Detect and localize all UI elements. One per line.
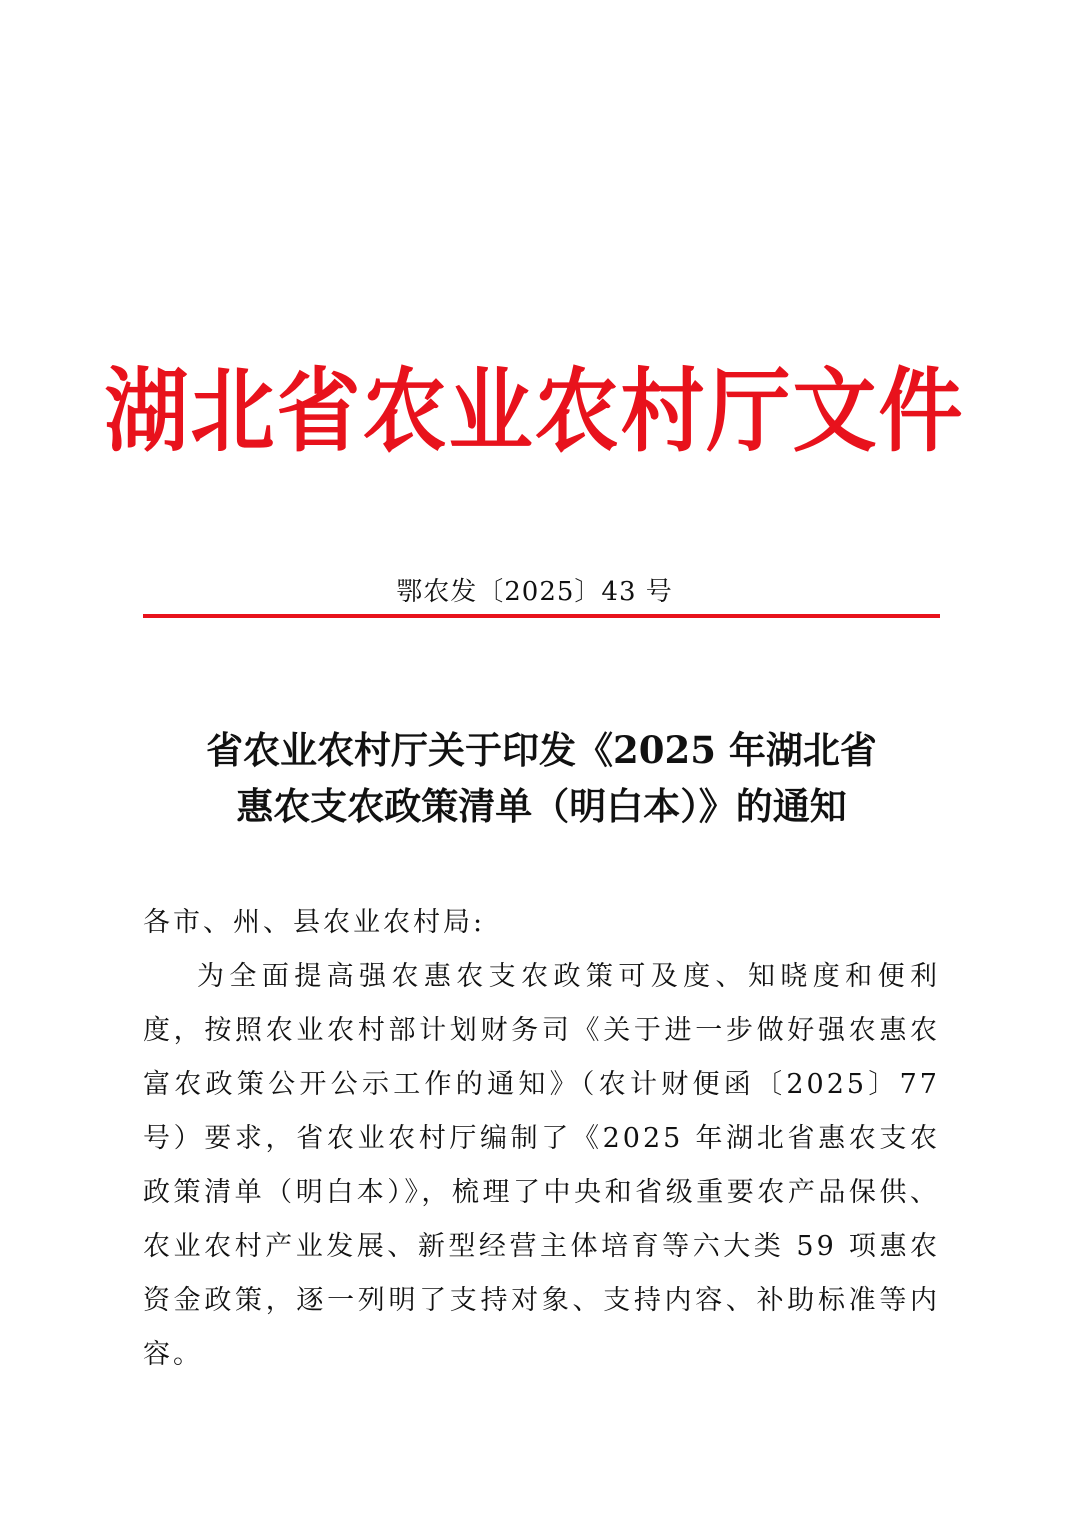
notice-title-line-2: 惠农支农政策清单（明白本）》的通知	[236, 784, 847, 828]
document-body	[143, 896, 940, 1382]
masthead-title: 湖北省农业农村厅文件	[104, 357, 965, 465]
document-number: 鄂农发〔2025〕43 号	[396, 577, 673, 607]
red-separator-line	[143, 614, 940, 618]
notice-title-line-1: 省农业农村厅关于印发《2025 年湖北省	[206, 728, 877, 772]
notice-title	[143, 722, 940, 834]
body-paragraph: 为全面提高强农惠农支农政策可及度、知晓度和便利度，按照农业农村部计划财务司《关于进一步做好强农惠农富农政策公开公示工作的通知》（农计财便函〔2025〕77 号）要求，省农业农村厅编制了《2025 年湖北省惠农支农政策清单（明白本）》，梳理了中央和省级重要农产品保供、农业农村产业发展、新型经营主体培育等六大类 59 项惠农资金政策，逐一列明了支持对象、支持内容、补助标准等内容。	[143, 961, 940, 1370]
salutation: 各市、州、县农业农村局:	[143, 907, 486, 938]
